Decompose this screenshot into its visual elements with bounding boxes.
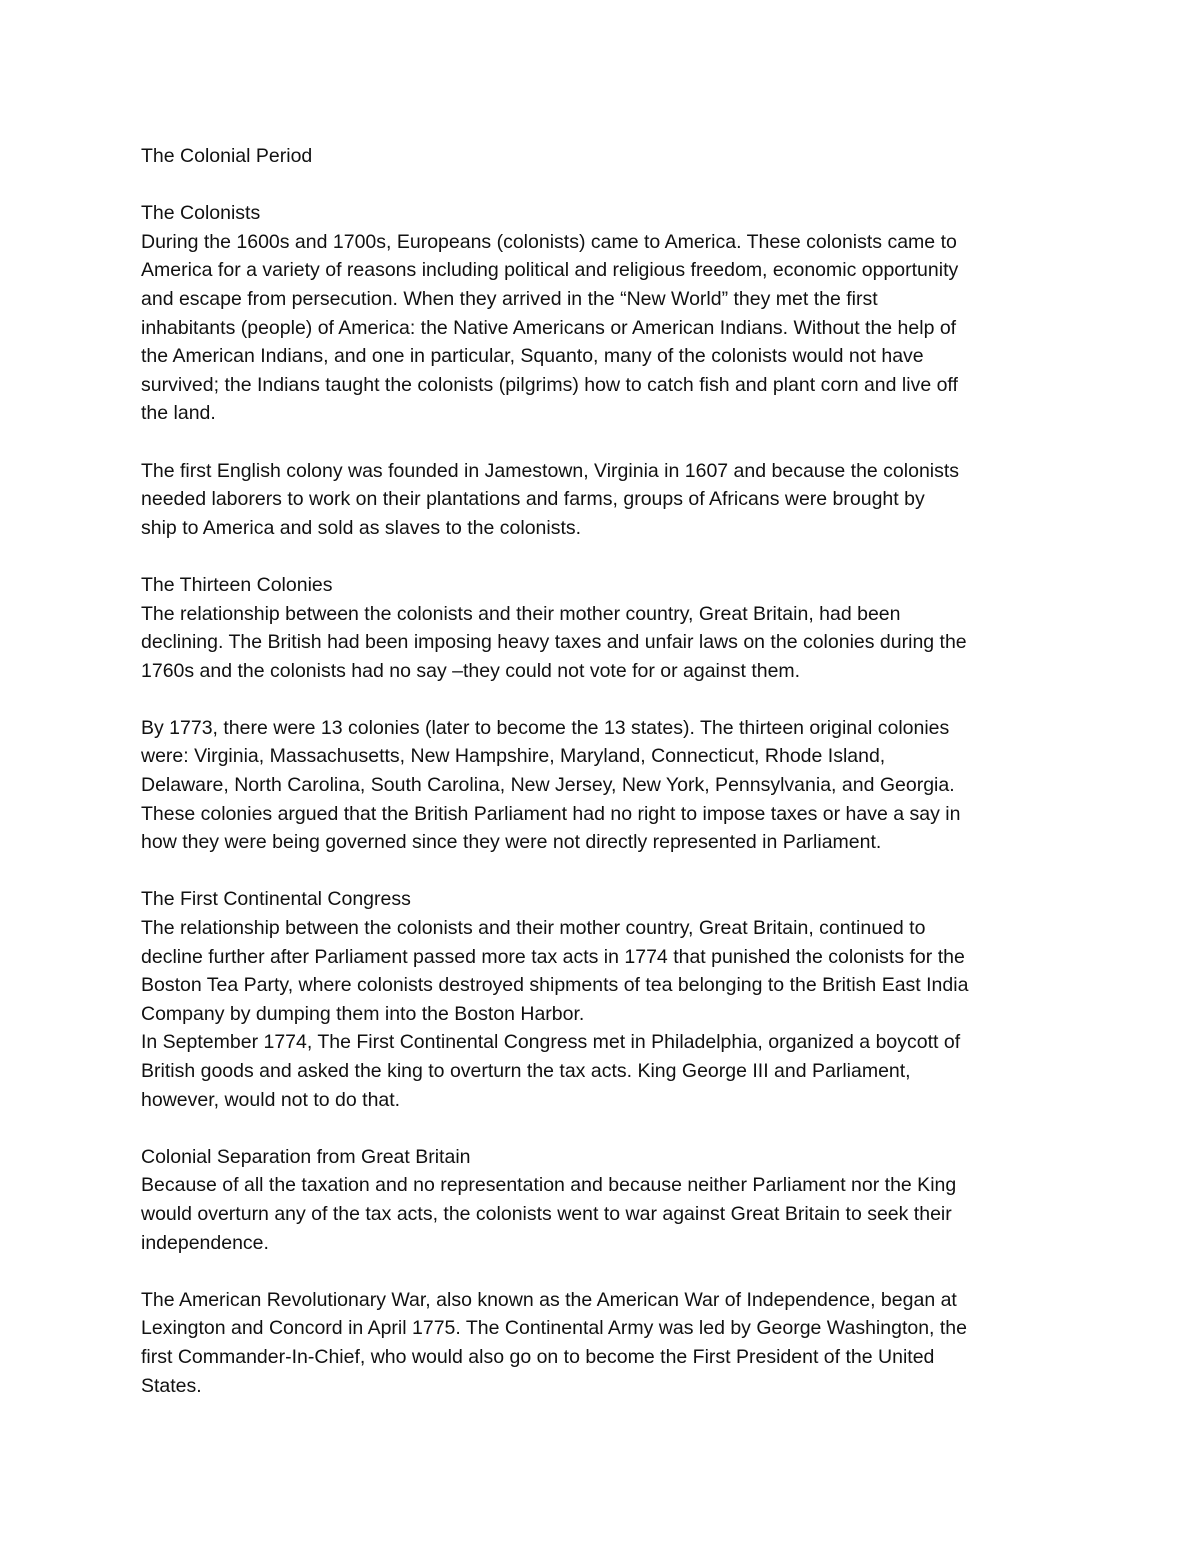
spacer	[141, 857, 1066, 886]
text-line: Because of all the taxation and no representation and because neither Parliament nor the King	[141, 1174, 957, 1197]
spacer	[141, 542, 1066, 571]
text-line: The relationship between the colonists and their mother country, Great Britain, continued to	[141, 917, 926, 940]
text-line: independence.	[141, 1231, 269, 1254]
text-line: By 1773, there were 13 colonies (later to become the 13 states). The thirteen original colonies	[141, 716, 950, 739]
text-line: The relationship between the colonists and their mother country, Great Britain, had been	[141, 602, 901, 625]
text-line: Lexington and Concord in April 1775. The Continental Army was led by George Washington, the	[141, 1317, 967, 1340]
text-line: ship to America and sold as slaves to the colonists.	[141, 516, 582, 539]
text-line: In September 1774, The First Continental Congress met in Philadelphia, organized a boycott of	[141, 1031, 961, 1054]
text-line: were: Virginia, Massachusetts, New Hampshire, Maryland, Connecticut, Rhode Island,	[141, 745, 886, 768]
section-heading: Colonial Separation from Great Britain	[141, 1145, 471, 1168]
spacer	[141, 171, 1066, 200]
text-line: States.	[141, 1374, 202, 1397]
spacer	[141, 1257, 1066, 1286]
text-line: survived; the Indians taught the colonists (pilgrims) how to catch fish and plant corn and live off	[141, 373, 958, 396]
section-heading: The Colonists	[141, 202, 261, 225]
text-line: America for a variety of reasons including political and religious freedom, economic opportunity	[141, 259, 959, 282]
text-line: inhabitants (people) of America: the Native Americans or American Indians. Without the help of	[141, 316, 957, 339]
text-line: Delaware, North Carolina, South Carolina, New Jersey, New York, Pennsylvania, and Georgia.	[141, 774, 955, 797]
text-line: and escape from persecution. When they arrived in the “New World” they met the first	[141, 287, 878, 310]
text-line: needed laborers to work on their plantations and farms, groups of Africans were brought by	[141, 488, 925, 511]
text-line: Boston Tea Party, where colonists destroyed shipments of tea belonging to the British East India	[141, 974, 969, 997]
section-heading: The Thirteen Colonies	[141, 573, 333, 596]
spacer	[141, 685, 1066, 714]
text-line: The first English colony was founded in Jamestown, Virginia in 1607 and because the colonists	[141, 459, 960, 482]
text-line: Company by dumping them into the Boston Harbor.	[141, 1002, 585, 1025]
text-line: 1760s and the colonists had no say –they could not vote for or against them.	[141, 659, 801, 682]
text-line: During the 1600s and 1700s, Europeans (colonists) came to America. These colonists came to	[141, 230, 957, 253]
document-title: The Colonial Period	[141, 145, 313, 167]
text-line: the American Indians, and one in particular, Squanto, many of the colonists would not have	[141, 345, 924, 368]
text-line: first Commander-In-Chief, who would also go on to become the First President of the United	[141, 1345, 935, 1368]
text-line: how they were being governed since they were not directly represented in Parliament.	[141, 831, 882, 854]
spacer	[141, 428, 1066, 457]
text-line: decline further after Parliament passed more tax acts in 1774 that punished the colonists for the	[141, 945, 965, 968]
text-line: British goods and asked the king to overturn the tax acts. King George III and Parliament,	[141, 1060, 911, 1082]
spacer	[141, 1114, 1066, 1143]
text-line: the land.	[141, 402, 216, 425]
text-line: however, would not to do that.	[141, 1088, 401, 1111]
document-page	[141, 142, 1066, 1400]
text-line: The American Revolutionary War, also known as the American War of Independence, began at	[141, 1288, 957, 1311]
section-heading: The First Continental Congress	[141, 888, 411, 911]
text-line: would overturn any of the tax acts, the colonists went to war against Great Britain to seek their	[141, 1202, 952, 1225]
text-line: declining. The British had been imposing heavy taxes and unfair laws on the colonies during the	[141, 631, 967, 654]
text-line: These colonies argued that the British Parliament had no right to impose taxes or have a say in	[141, 802, 961, 825]
